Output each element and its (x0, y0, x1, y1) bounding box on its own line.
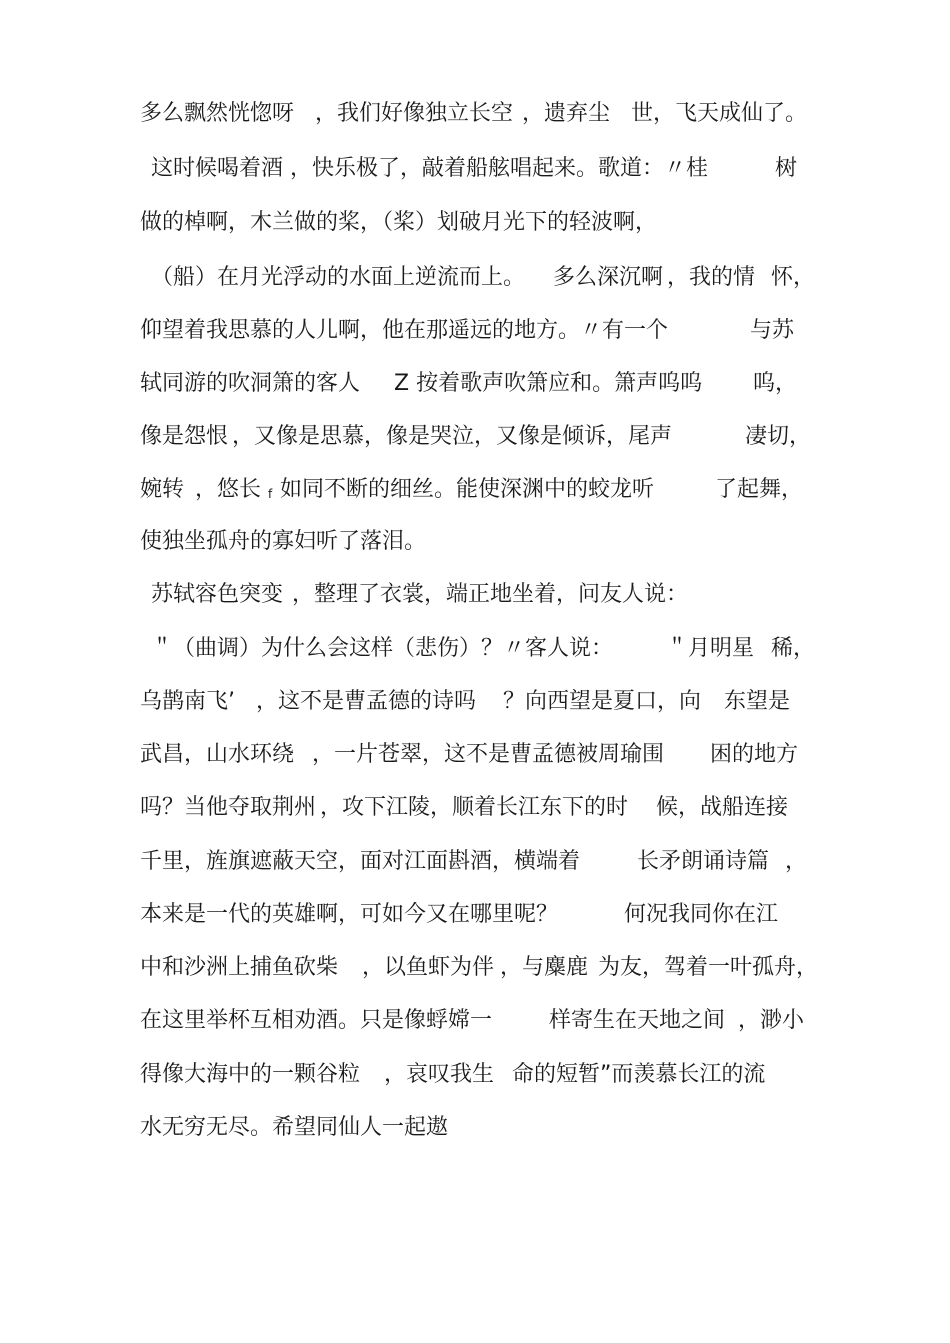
text-line-5 (0, 311, 950, 351)
text-segment: ，与麋鹿 (500, 955, 589, 980)
text-line-10 (0, 575, 950, 615)
text-line-3 (0, 203, 950, 243)
text-segment: 困的地方 (710, 742, 799, 767)
text-segment: ，遗弃尘 (522, 101, 611, 126)
text-segment: 何况我同你在江 (624, 902, 779, 927)
text-segment: 稀， (771, 636, 816, 661)
text-segment: ，悠长 (195, 477, 262, 502)
text-segment: ？向西望是夏口，向 (503, 689, 702, 714)
text-line-20 (0, 1108, 950, 1148)
text-line-17 (0, 948, 950, 988)
text-segment: ，整理了衣裳，端正地坐着，问友人说： (292, 582, 689, 607)
text-segment: 样寄生在天地之间 (549, 1008, 726, 1033)
text-segment: 怀， (771, 265, 816, 290)
text-line-13 (0, 735, 950, 775)
text-segment: 武昌，山水环绕 (140, 742, 295, 767)
text-segment: ，攻下江陵，顺着长江东下的时 (320, 795, 629, 820)
text-segment: 像是怨恨 (140, 424, 229, 449)
text-segment: 这时候喝着酒 (151, 156, 284, 181)
text-segment: 长矛朗诵诗篇 (637, 849, 770, 874)
text-segment: f (268, 487, 273, 501)
text-segment: ，我们好像独立长空 (315, 101, 514, 126)
text-segment: Z 按着歌声吹箫应和。箫声呜呜 (394, 371, 703, 396)
text-line-11 (0, 629, 950, 669)
text-segment: 水无穷无尽。希望同仙人一起遨 (140, 1115, 449, 1140)
text-segment: ，我的情 (667, 265, 756, 290)
text-segment: ＂（曲调）为什么会这样（悲伤）？〃客人说： (151, 636, 614, 661)
text-segment: （船）在月光浮动的水面上逆流而上。 (151, 265, 526, 290)
text-segment: 千里，旌旗遮蔽天空，面对江面斟酒，横端着 (140, 849, 581, 874)
text-segment: ，又像是思慕，像是哭泣，又像是倾诉，尾声 (232, 424, 673, 449)
text-line-8 (0, 470, 950, 510)
text-line-16 (0, 895, 950, 935)
text-segment: ，以鱼虾为伴 (362, 955, 495, 980)
text-line-19 (0, 1055, 950, 1095)
text-segment: 与苏 (750, 318, 795, 343)
text-segment: 做的棹啊，木兰做的桨，（桨）划破月光下的轻波啊， (140, 210, 658, 235)
text-segment: 在这里举杯互相劝酒。只是像蜉嫦一 (140, 1008, 493, 1033)
text-segment: 凄切， (745, 424, 812, 449)
text-segment: 多么飘然恍惚呀 (140, 101, 295, 126)
text-segment: 吗？当他夺取荆州 (140, 795, 317, 820)
text-segment: ，哀叹我生 (384, 1062, 495, 1087)
text-segment: 树 (775, 156, 798, 181)
text-segment: 了起舞， (715, 477, 804, 502)
text-segment: 苏轼容色突变 (151, 582, 284, 607)
text-segment: ，一片苍翠，这不是曹孟德被周瑜围 (312, 742, 665, 767)
text-line-12 (0, 682, 950, 722)
text-segment: 命的短暂”而羡慕长江的流 (512, 1062, 766, 1087)
text-segment: 婉转 (140, 477, 185, 502)
text-line-1 (0, 94, 950, 134)
text-segment: ，渺小 (738, 1008, 805, 1033)
text-line-6 (0, 364, 950, 404)
text-segment: 使独坐孤舟的寡妇听了落泪。 (140, 529, 427, 554)
text-segment: 为友，驾着一叶孤舟， (598, 955, 819, 980)
text-segment: 世，飞天成仙了。 (631, 101, 808, 126)
text-segment: ，快乐极了，敲着船舷唱起来。歌道：〃桂 (290, 156, 709, 181)
text-line-2 (0, 149, 950, 189)
text-segment: 仰望着我思慕的人儿啊，他在那遥远的地方。〃有一个 (140, 318, 669, 343)
text-line-18 (0, 1001, 950, 1041)
text-segment: 多么深沉啊 (553, 265, 664, 290)
text-segment: ， (785, 849, 808, 874)
text-line-9 (0, 522, 950, 562)
text-segment: ＂月明星 (666, 636, 755, 661)
text-segment: ，这不是曹孟德的诗吗 (256, 689, 477, 714)
text-segment: 候，战船连接 (656, 795, 789, 820)
text-segment: 东望是 (724, 689, 791, 714)
text-segment: 得像大海中的一颗谷粒 (140, 1062, 361, 1087)
text-segment: 如同不断的细丝。能使深渊中的蛟龙听 (280, 477, 655, 502)
text-line-14 (0, 788, 950, 828)
text-segment: 中和沙洲上捕鱼砍柴 (140, 955, 339, 980)
text-segment: 本来是一代的英雄啊，可如今又在哪里呢？ (140, 902, 559, 927)
text-segment: 轼同游的吹洞箫的客人 (140, 371, 361, 396)
text-line-7 (0, 417, 950, 457)
text-line-4 (0, 258, 950, 298)
text-segment: 呜， (753, 371, 798, 396)
text-segment: 乌鹊南飞’ (140, 689, 235, 714)
text-line-15 (0, 842, 950, 882)
